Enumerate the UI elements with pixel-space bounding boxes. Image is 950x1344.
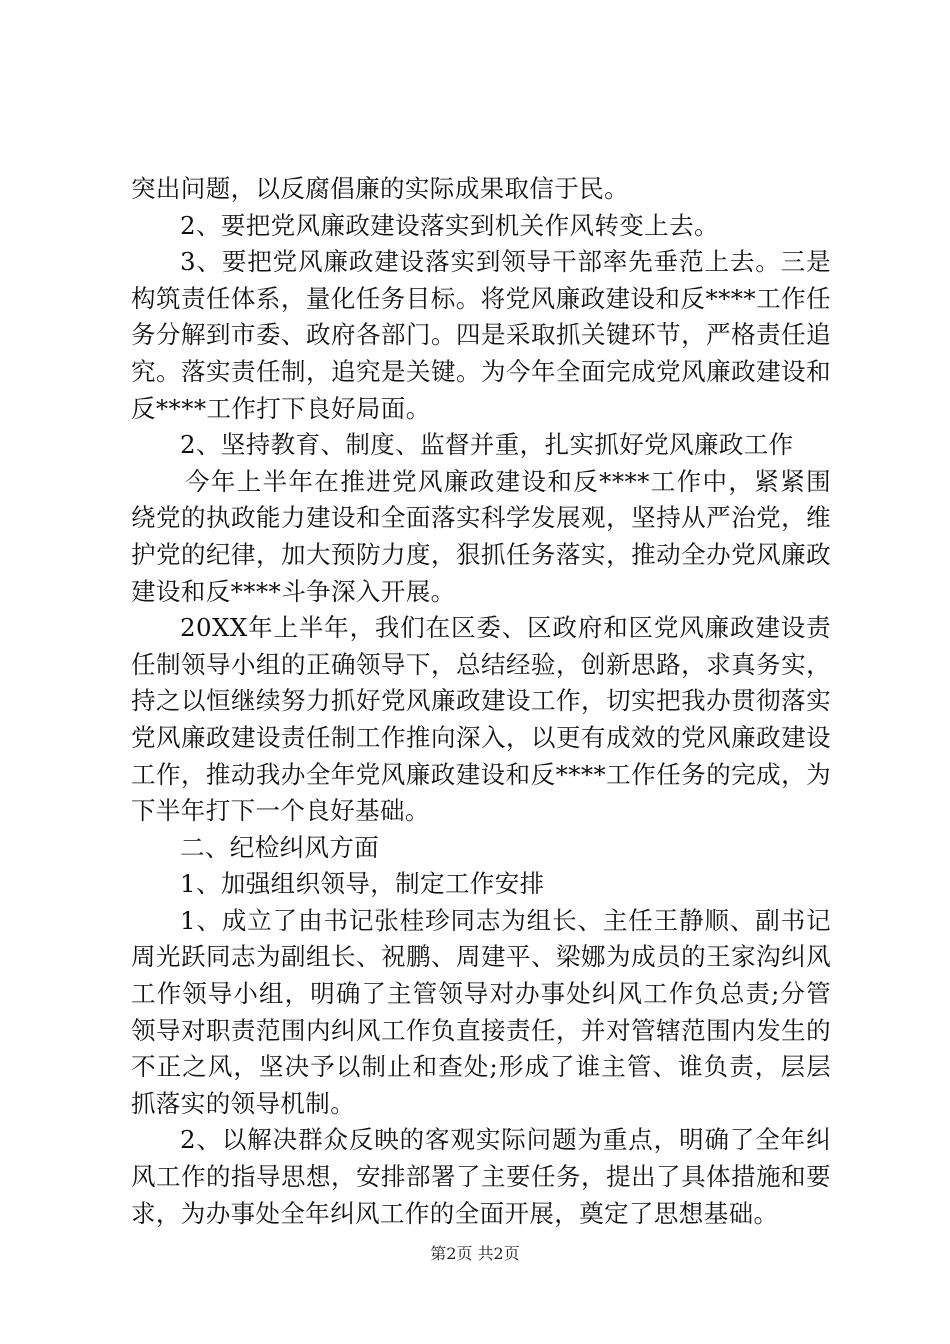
- paragraph-9: 1、成立了由书记张桂珍同志为组长、主任王静顺、副书记周光跃同志为副组长、祝鹏、周建平、梁娜为成员的王家沟纠风工作领导小组，明确了主管领导对办事处纠风工作负总责;分管领导对职责范围内纠风工作负直接责任，并对管辖范围内发生的不正之风，坚决予以制止和查处;形成了谁主管、谁负责，层层抓落实的领导机制。: [131, 905, 831, 1118]
- paragraph-5: 今年上半年在推进党风廉政建设和反****工作中，紧紧围绕党的执政能力建设和全面落实科学发展观，坚持从严治党，维护党的纪律，加大预防力度，狠抓任务落实，推动全办党风廉政建设和反****斗争深入开展。: [131, 466, 831, 606]
- paragraph-10: 2、以解决群众反映的客观实际问题为重点，明确了全年纠风工作的指导思想，安排部署了主要任务，提出了具体措施和要求，为办事处全年纠风工作的全面开展，奠定了思想基础。: [131, 1125, 831, 1228]
- page-footer: 第2页 共2页: [430, 1244, 520, 1263]
- paragraph-2: 2、要把党风廉政建设落实到机关作风转变上去。: [180, 210, 719, 240]
- subsection-heading: 1、加强组织领导，制定工作安排: [180, 869, 545, 899]
- paragraph-4: 2、坚持教育、制度、监督并重，扎实抓好党风廉政工作: [180, 430, 794, 460]
- section-heading: 二、纪检纠风方面: [180, 832, 380, 862]
- paragraph-3: 3、要把党风廉政建设落实到领导干部率先垂范上去。三是构筑责任体系，量化任务目标。将党风廉政建设和反****工作任务分解到市委、政府各部门。四是采取抓关键环节，严格责任追究。落实责任制，追究是关键。为今年全面完成党风廉政建设和反****工作打下良好局面。: [131, 247, 831, 423]
- paragraph-1: 突出问题，以反腐倡廉的实际成果取信于民。: [131, 174, 629, 203]
- document-body: [131, 171, 831, 1232]
- paragraph-6: 20XX年上半年，我们在区委、区政府和区党风廉政建设责任制领导小组的正确领导下，总结经验，创新思路，求真务实，持之以恒继续努力抓好党风廉政建设工作，切实把我办贯彻落实党风廉政建设责任制工作推向深入，以更有成效的党风廉政建设工作，推动我办全年党风廉政建设和反****工作任务的完成，为下半年打下一个良好基础。: [131, 613, 831, 826]
